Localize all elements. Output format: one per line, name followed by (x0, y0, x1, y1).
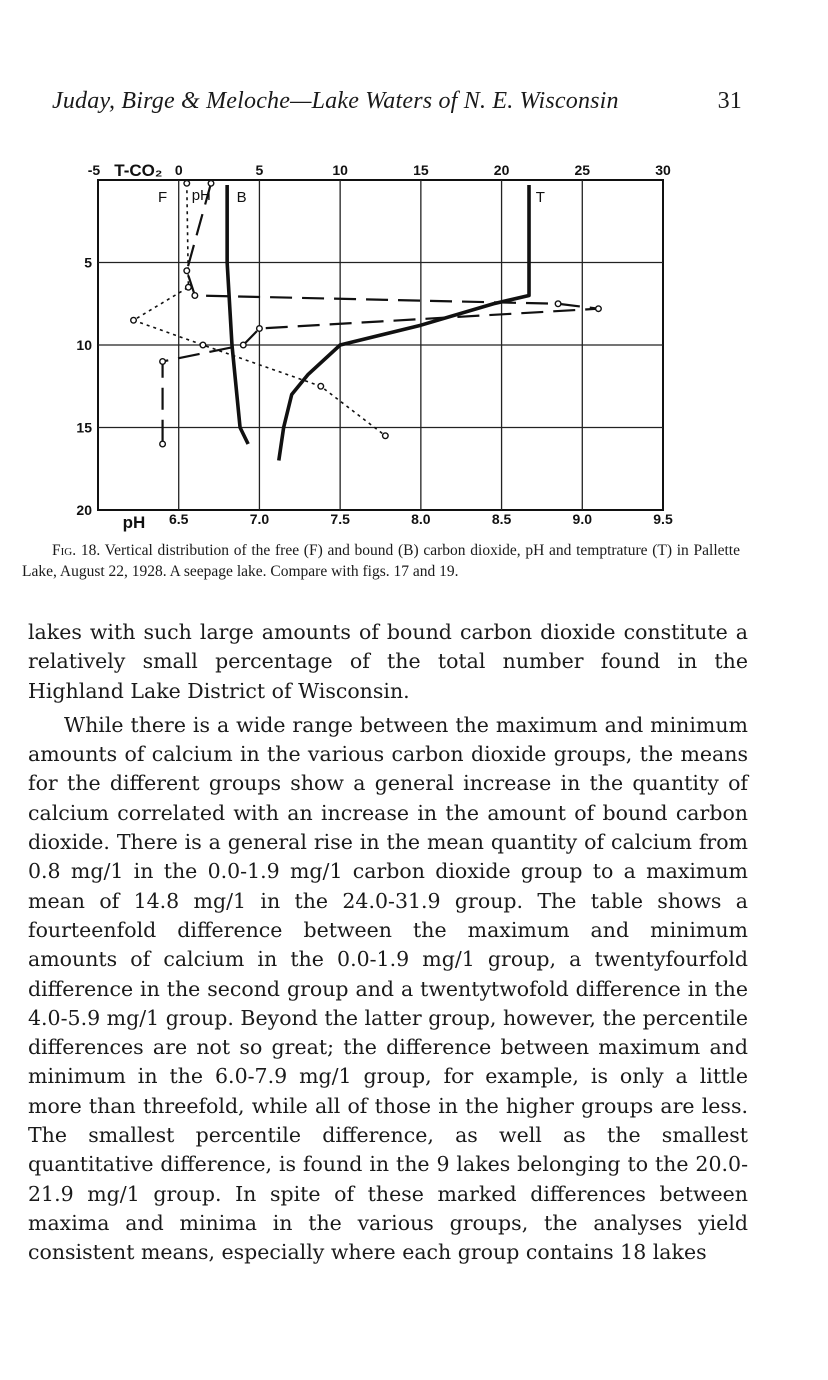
bottom-axis-label: pH (122, 513, 146, 532)
series-label-f: F (157, 189, 168, 206)
data-point-ph (192, 293, 198, 299)
data-point-ph (160, 359, 166, 365)
chart-series (131, 181, 602, 461)
data-point-f (131, 317, 137, 323)
paragraph-2: While there is a wide range between the maximum and minimum amounts of calcium in the various carbon dioxide groups, the means for the different groups show a general increase in the quantity of calcium correlated with an increase in the amount of bound carbon dioxide. There is a general rise in the mean quantity of calcium from 0.8 mg/1 in the 0.0-1.9 mg/1 carbon dioxide group to a maximum mean of 14.8 mg/1 in the 24.0-31.9 group. The table shows a fourteenfold difference between the maximum and minimum amounts of calcium in the 0.0-1.9 mg/1 group, a twentyfourfold difference in the second group and a twentytwofold difference in the 4.0-5.9 mg/1 group. Beyond the latter group, however, the percentile differences are not so great; the difference between maximum and minimum in the 6.0-7.9 mg/1 group, for example, is only a little more than threefold, while all of those in the higher groups are less. The smallest percentile difference, as well as the smallest quantitative difference, is found in the 9 lakes belonging to the 20.0-21.9 mg/1 group. In spite of these marked differences between maxima and minima in the various groups, the analyses yield consistent means, especially where each group contains 18 lakes (28, 712, 748, 1265)
series-label-ph: pH (191, 187, 211, 204)
running-title: Juday, Birge & Meloche—Lake Waters of N. E. Wisconsin (52, 88, 619, 114)
bottom-axis-tick-label: 8.5 (491, 511, 512, 527)
figure-caption (22, 540, 740, 582)
figure-label: Fig. 18. (52, 542, 101, 559)
bottom-axis-tick-label: 6.5 (168, 511, 189, 527)
top-axis-label: T-CO₂ (114, 161, 163, 180)
data-point-ph (555, 301, 561, 307)
data-point-ph (184, 268, 190, 274)
series-line-b (227, 185, 248, 444)
top-axis-tick-label: 5 (255, 162, 264, 178)
bottom-axis-tick-label: 9.0 (572, 511, 593, 527)
left-axis-tick-label: 15 (76, 419, 92, 436)
top-axis-tick-label: 15 (413, 162, 429, 178)
series-label-t: T (535, 189, 545, 206)
data-point-ph (596, 306, 602, 312)
top-axis-tick-label: 10 (332, 162, 348, 178)
data-point-f (318, 383, 324, 389)
left-axis-tick-label: 5 (84, 254, 92, 271)
left-axis-tick-label: 20 (76, 502, 92, 518)
page-number: 31 (717, 88, 742, 114)
data-point-ph (208, 181, 214, 187)
top-axis-tick-label: 30 (655, 162, 671, 178)
figure-caption-text: Vertical distribution of the free (F) and bound (B) carbon dioxide, pH and temptrature (T) in Pallette Lake, August 22, 1928. A seepage lake. Compare with figs. 17 and 19. (22, 542, 740, 580)
top-axis-tick-label: 20 (493, 162, 510, 178)
data-point-ph (160, 441, 166, 447)
data-point-ph (240, 342, 246, 348)
bottom-axis-tick-label: 7.5 (330, 511, 350, 527)
top-axis-tick-label: 25 (574, 162, 591, 178)
figure-18-chart (0, 0, 828, 540)
left-axis-tick-label: 10 (76, 337, 92, 353)
data-point-f (383, 433, 389, 439)
data-point-f (184, 181, 190, 187)
chart-grid (98, 180, 663, 510)
series-line-t (279, 185, 529, 461)
series-label-b: B (236, 189, 247, 206)
data-point-ph (257, 326, 263, 332)
data-point-f (200, 342, 206, 348)
top-axis-tick-label: 0 (174, 162, 183, 178)
top-axis-tick-label: -5 (87, 162, 101, 178)
chart-labels (76, 161, 673, 532)
bottom-axis-tick-label: 7.0 (249, 511, 270, 527)
body-text (28, 618, 748, 1268)
bottom-axis-tick-label: 9.5 (653, 511, 673, 527)
data-point-f (186, 284, 192, 290)
paragraph-1: lakes with such large amounts of bound carbon dioxide constitute a relatively small percentage of the total number found in the Highland Lake District of Wisconsin. (28, 620, 748, 703)
bottom-axis-tick-label: 8.0 (411, 511, 431, 527)
